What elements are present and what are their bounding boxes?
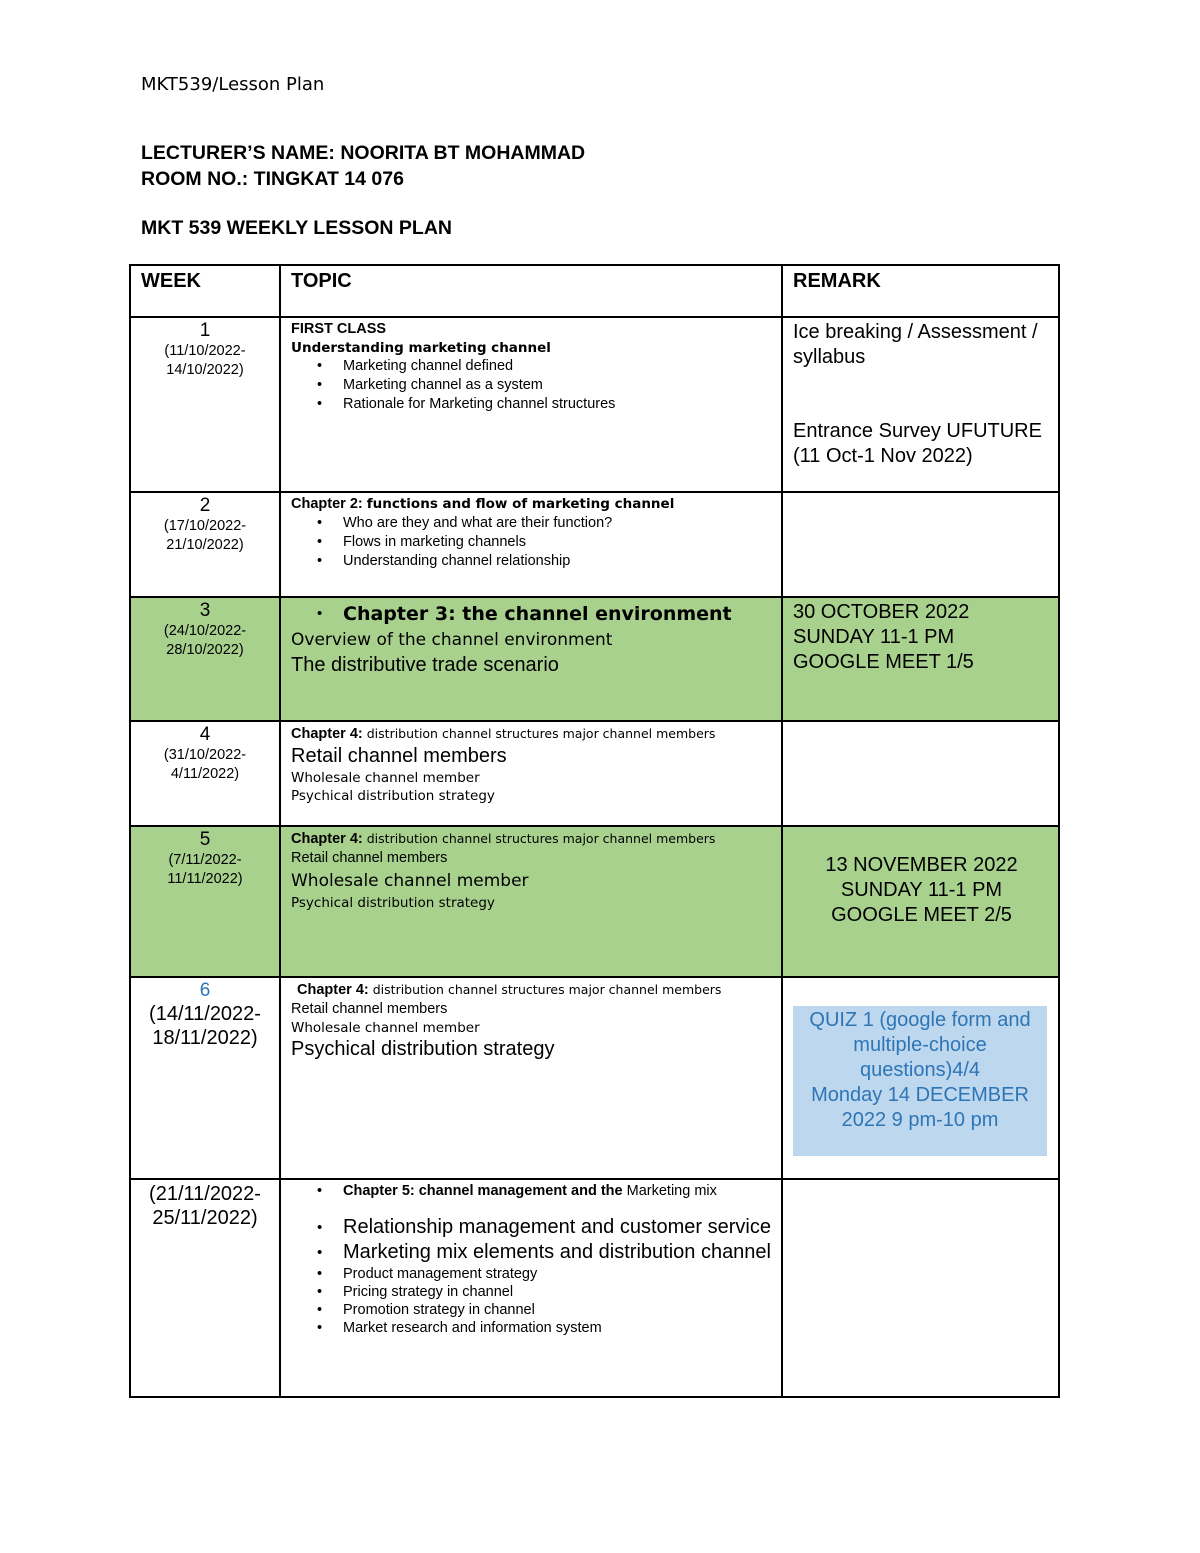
topic-cell <box>280 317 782 492</box>
week-number: 3 <box>199 600 211 621</box>
remark-cell <box>782 597 1059 721</box>
table-header-row <box>130 265 1059 317</box>
chapter-title: the channel environment <box>462 603 732 625</box>
topic-cell <box>280 597 782 721</box>
week-cell <box>130 317 280 492</box>
table-row <box>130 721 1059 826</box>
chapter-label: Chapter 4: <box>297 982 369 998</box>
topic-line: Psychical distribution strategy <box>291 1038 555 1060</box>
bullet-icon: • <box>317 1219 323 1236</box>
table-row <box>130 826 1059 977</box>
list-item: • Pricing strategy in channel <box>317 1284 514 1300</box>
week-cell <box>130 826 280 977</box>
week-number: 4 <box>199 724 211 745</box>
table-row <box>130 492 1059 597</box>
topic-cell <box>280 492 782 597</box>
remark-text: 30 OCTOBER 2022 <box>793 601 970 623</box>
week-cell <box>130 492 280 597</box>
remark-header: REMARK <box>782 265 1059 317</box>
remark-text: 13 NOVEMBER 2022 <box>825 854 1018 876</box>
table-row <box>130 1179 1059 1397</box>
week-date: (31/10/2022-4/11/2022) <box>163 747 247 782</box>
bullet-icon: • <box>317 1284 323 1300</box>
remark-cell <box>782 317 1059 492</box>
list-item: • Marketing channel as a system <box>317 377 543 393</box>
chapter-title: distribution channel structures major channel members <box>372 982 722 997</box>
topic-line: Overview of the channel environment <box>291 630 613 650</box>
chapter-label: Chapter 2: <box>291 496 363 512</box>
chapter-title: distribution channel structures major channel members <box>366 726 716 741</box>
week-cell <box>130 1179 280 1397</box>
topic-line: Psychical distribution strategy <box>291 788 495 804</box>
bullet-icon: • <box>317 534 323 550</box>
bullet-icon: • <box>317 515 323 531</box>
list-item: • Understanding channel relationship <box>317 553 571 569</box>
document-header: MKT539/Lesson Plan <box>141 74 325 95</box>
remark-cell <box>782 1179 1059 1397</box>
remark-text: SUNDAY 11-1 PM <box>793 626 955 648</box>
list-item <box>291 1182 773 1201</box>
list-item: • Who are they and what are their function? <box>317 515 613 531</box>
bullet-icon: • <box>317 377 323 393</box>
topic-line: Wholesale channel member <box>291 871 529 891</box>
topic-cell <box>280 721 782 826</box>
week-number: 5 <box>199 829 211 850</box>
table-row <box>130 977 1059 1179</box>
week-date: (17/10/2022-21/10/2022) <box>163 518 247 553</box>
bullet-icon: • <box>317 1266 323 1282</box>
lesson-plan-table <box>129 264 1060 1398</box>
week-date: (7/11/2022-11/11/2022) <box>167 852 243 887</box>
chapter-label: Chapter 3: <box>343 603 456 625</box>
week-cell <box>130 597 280 721</box>
list-item: • Market research and information system <box>317 1320 602 1336</box>
week-date: (11/10/2022-14/10/2022) <box>164 343 246 378</box>
topic-line: Retail channel members <box>291 745 507 767</box>
topic-cell <box>280 826 782 977</box>
table-row <box>130 597 1059 721</box>
chapter-label: Chapter 4: <box>291 831 363 847</box>
list-item: • Marketing mix elements and distribution channel <box>317 1241 771 1263</box>
list-item: • Marketing channel defined <box>317 358 514 374</box>
list-item: • Relationship management and customer service <box>317 1216 771 1238</box>
chapter-title-rest: Marketing mix <box>626 1183 717 1199</box>
topic-line: Psychical distribution strategy <box>291 895 495 911</box>
chapter-title: distribution channel structures major channel members <box>366 831 716 846</box>
remark-cell <box>782 492 1059 597</box>
remark-text: SUNDAY 11-1 PM <box>840 879 1003 901</box>
week-cell <box>130 977 280 1179</box>
room-number: ROOM NO.: TINGKAT 14 076 <box>141 168 404 190</box>
remark-cell <box>782 977 1059 1179</box>
table-row <box>130 317 1059 492</box>
topic-subtitle: Understanding marketing channel <box>291 340 551 356</box>
topic-line: The distributive trade scenario <box>291 654 559 676</box>
list-item: • Product management strategy <box>317 1266 538 1282</box>
topic-title: FIRST CLASS <box>291 321 387 337</box>
quiz-highlight <box>793 1006 1047 1156</box>
topic-header: TOPIC <box>280 265 782 317</box>
topic-line: Wholesale channel member <box>291 1020 480 1036</box>
topic-cell <box>280 1179 782 1397</box>
bullet-icon: • <box>317 396 323 412</box>
remark-text: GOOGLE MEET 2/5 <box>831 904 1012 926</box>
bullet-icon: • <box>317 1320 323 1336</box>
week-date: (21/11/2022-25/11/2022) <box>149 1183 261 1229</box>
chapter-title: Chapter 5: channel management and the <box>343 1183 623 1199</box>
chapter-label: Chapter 4: <box>291 726 363 742</box>
remark-text: Entrance Survey UFUTURE (11 Oct-1 Nov 2022) <box>793 420 1042 467</box>
topic-line: Wholesale channel member <box>291 770 480 786</box>
topic-line: Retail channel members <box>291 850 448 866</box>
bullet-icon: • <box>317 1244 323 1261</box>
list-item: • Flows in marketing channels <box>317 534 526 550</box>
quiz-date: Monday 14 DECEMBER 2022 9 pm-10 pm <box>811 1084 1029 1131</box>
list-item <box>291 600 773 628</box>
plan-title: MKT 539 WEEKLY LESSON PLAN <box>141 217 452 239</box>
bullet-icon: • <box>317 358 323 374</box>
remark-text: GOOGLE MEET 1/5 <box>793 651 974 673</box>
week-date: (14/11/2022-18/11/2022) <box>149 1003 261 1049</box>
bullet-icon: • <box>317 1302 323 1318</box>
remark-text: Ice breaking / Assessment / syllabus <box>793 321 1038 368</box>
topic-cell <box>280 977 782 1179</box>
topic-line: Retail channel members <box>291 1001 448 1017</box>
week-number: 2 <box>199 495 211 516</box>
lecturer-name: LECTURER’S NAME: NOORITA BT MOHAMMAD <box>141 142 586 164</box>
bullet-icon: • <box>317 553 323 569</box>
week-header: WEEK <box>130 265 280 317</box>
week-date: (24/10/2022-28/10/2022) <box>163 623 247 658</box>
list-item: • Rationale for Marketing channel structures <box>317 396 616 412</box>
chapter-title: functions and flow of marketing channel <box>366 496 675 512</box>
list-item: • Promotion strategy in channel <box>317 1302 535 1318</box>
week-number: 1 <box>199 320 211 341</box>
bullet-icon: • <box>317 1183 323 1199</box>
week-number: 6 <box>199 980 211 1001</box>
remark-cell <box>782 826 1059 977</box>
quiz-text: QUIZ 1 (google form and multiple-choice questions)4/4 <box>809 1009 1031 1081</box>
week-cell <box>130 721 280 826</box>
bullet-icon: • <box>317 605 323 622</box>
remark-cell <box>782 721 1059 826</box>
